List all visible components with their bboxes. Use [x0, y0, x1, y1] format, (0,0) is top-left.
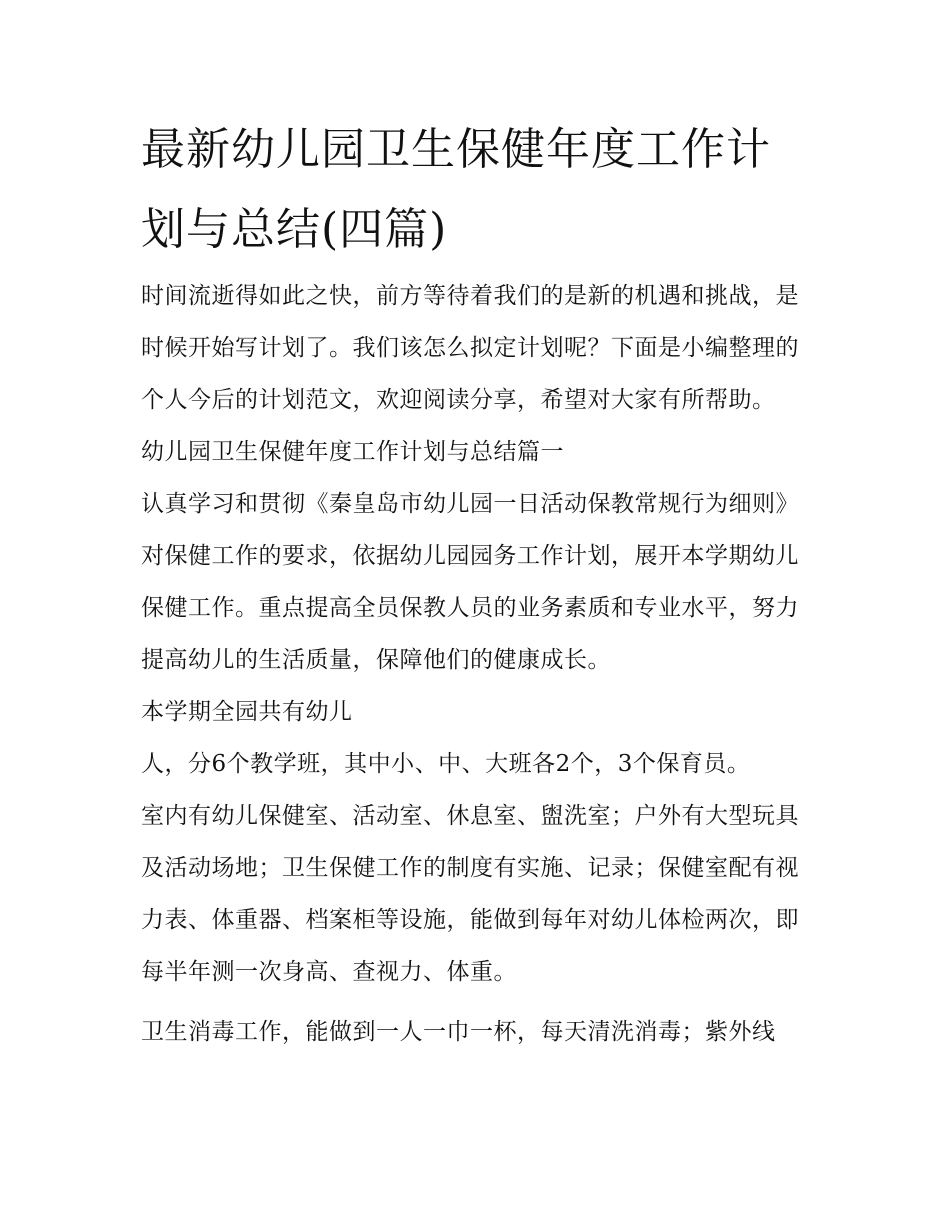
document-title: 最新幼儿园卫生保健年度工作计划与总结(四篇)	[141, 124, 771, 255]
body-paragraph: 人，分6个教学班，其中小、中、大班各2个，3个保育员。	[141, 751, 751, 777]
section-heading: 幼儿园卫生保健年度工作计划与总结篇一	[141, 439, 564, 465]
body-paragraph: 室内有幼儿保健室、活动室、休息室、盥洗室；户外有大型玩具及活动场地；卫生保健工作的制度有实施、记录；保健室配有视力表、体重器、档案柜等设施，能做到每年对幼儿体检两次，即每半年测一次身高、查视力、体重。	[141, 803, 799, 985]
body-paragraph: 认真学习和贯彻《秦皇岛市幼儿园一日活动保教常规行为细则》对保健工作的要求，依据幼儿园园务工作计划，展开本学期幼儿保健工作。重点提高全员保教人员的业务素质和专业水平，努力提高幼儿的生活质量，保障他们的健康成长。	[141, 491, 799, 673]
document-body	[141, 110, 821, 1058]
intro-paragraph: 时间流逝得如此之快，前方等待着我们的是新的机遇和挑战，是时候开始写计划了。我们该怎么拟定计划呢？下面是小编整理的个人今后的计划范文，欢迎阅读分享，希望对大家有所帮助。	[141, 283, 799, 413]
body-paragraph: 卫生消毒工作，能做到一人一巾一杯，每天清洗消毒；紫外线	[141, 1019, 776, 1045]
body-paragraph: 本学期全园共有幼儿	[141, 699, 353, 725]
